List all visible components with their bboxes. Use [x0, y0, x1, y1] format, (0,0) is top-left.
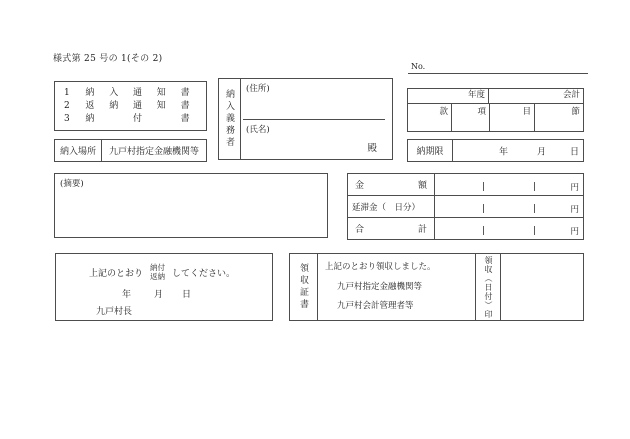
late-fee-label [348, 196, 435, 217]
doc-type-char: 書 [180, 113, 190, 124]
instruction-options [150, 263, 165, 281]
receipt-box [289, 253, 584, 321]
doc-type-row [64, 100, 197, 113]
receipt-label-cell [290, 254, 318, 320]
digit-separator-tick [483, 182, 484, 191]
fiscal-col-ko: 項 [452, 104, 490, 131]
payer-label: 納入義務者 [224, 89, 234, 149]
total-label [348, 218, 435, 239]
deadline-month-label: 月 [537, 147, 547, 157]
yen-unit-label: 円 [570, 205, 579, 215]
stamp-area [501, 254, 583, 320]
digit-separator-tick [483, 204, 484, 213]
digit-separator-tick [534, 204, 535, 213]
deadline-year-label: 年 [499, 147, 509, 157]
address-label: (住所) [246, 84, 270, 94]
fiscal-header-row [408, 89, 583, 104]
receipt-main-cell [318, 254, 476, 320]
doc-type-char: 知 [156, 100, 166, 111]
digit-separator-tick [534, 182, 535, 191]
payment-place-label: 納入場所 [55, 140, 102, 161]
remarks-box [54, 173, 328, 238]
fiscal-columns-row [408, 104, 583, 131]
doc-type-number: 2 [64, 100, 70, 111]
doc-type-number: 1 [64, 87, 70, 98]
doc-type-char: 書 [180, 87, 190, 98]
doc-type-char [102, 113, 126, 126]
doc-type-char: 納 [85, 87, 95, 98]
honorific-label: 殿 [367, 143, 377, 154]
amount-label-right: 額 [417, 181, 427, 191]
amount-row-total [348, 218, 583, 239]
amount-row-late-fee [348, 196, 583, 218]
fiscal-col-setsu: 節 [571, 107, 580, 117]
date-month-label: 月 [154, 290, 164, 300]
instruction-line [89, 263, 235, 281]
stamp-label: 領収（日付）印 [484, 255, 493, 319]
yen-unit-label: 円 [570, 227, 579, 237]
doc-type-number: 3 [64, 113, 70, 124]
amount-label-left: 金 [355, 181, 365, 191]
doc-type-box [54, 81, 207, 131]
instruction-box [55, 253, 273, 321]
doc-type-row [64, 113, 197, 126]
deadline-date-area [453, 140, 583, 161]
document-number-field: No. [408, 62, 588, 74]
fiscal-year-label: 年度 [408, 89, 489, 103]
receipt-bank-line: 九戸村指定金融機関等 [337, 282, 423, 292]
receipt-statement: 上記のとおり領収しました。 [325, 262, 436, 272]
instruction-option-return: 返納 [150, 272, 166, 281]
payment-place-box [54, 139, 207, 162]
doc-type-char: 知 [156, 87, 166, 98]
remarks-label: (摘要) [60, 179, 84, 189]
amount-table [347, 173, 584, 240]
total-label-right: 計 [417, 225, 427, 235]
name-label: (氏名) [246, 125, 270, 135]
doc-type-char: 納 [85, 113, 95, 124]
amount-row-amount [348, 174, 583, 196]
fiscal-col-moku: 目 [490, 104, 535, 131]
amount-label [348, 174, 435, 195]
date-year-label: 年 [122, 290, 132, 300]
stamp-label-cell [476, 254, 501, 320]
doc-type-char: 通 [132, 100, 142, 111]
signer-label: 九戸村長 [96, 307, 133, 317]
doc-type-char [149, 113, 173, 126]
date-day-label: 日 [182, 290, 192, 300]
instruction-prefix: 上記のとおり [89, 268, 144, 279]
payer-label-cell [219, 79, 241, 159]
receipt-manager-line: 九戸村会計管理者等 [337, 301, 414, 311]
late-fee-label-text: 延滞金（ 日分） [352, 202, 421, 213]
doc-type-char: 入 [109, 87, 119, 98]
digit-separator-tick [483, 226, 484, 235]
payment-place-value: 九戸村指定金融機関等 [108, 147, 199, 157]
instruction-option-pay: 納付 [150, 263, 166, 272]
payer-box [218, 78, 393, 160]
deadline-day-label: 日 [570, 147, 580, 157]
fiscal-account-label: 会計 [562, 90, 580, 100]
total-value-cell [435, 218, 583, 239]
doc-type-char: 付 [132, 113, 142, 124]
deadline-label: 納期限 [408, 140, 453, 161]
doc-type-char: 納 [109, 100, 119, 111]
payer-content [241, 79, 392, 159]
address-name-divider [243, 119, 385, 120]
yen-unit-label: 円 [570, 183, 579, 193]
doc-type-char: 通 [132, 87, 142, 98]
instruction-suffix: してください。 [172, 268, 236, 279]
fiscal-col-kan: 款 [408, 104, 452, 131]
fiscal-table [407, 88, 584, 132]
digit-separator-tick [534, 226, 535, 235]
deadline-box [407, 139, 584, 162]
total-label-left: 合 [355, 225, 365, 235]
doc-type-char: 書 [180, 100, 190, 111]
doc-type-char: 返 [85, 100, 95, 111]
receipt-label: 領収証書 [298, 263, 308, 311]
amount-value-cell [435, 174, 583, 195]
doc-type-row [64, 87, 197, 100]
page-title: 様式第 25 号の 1(その 2) [53, 54, 163, 64]
late-fee-value-cell [435, 196, 583, 217]
